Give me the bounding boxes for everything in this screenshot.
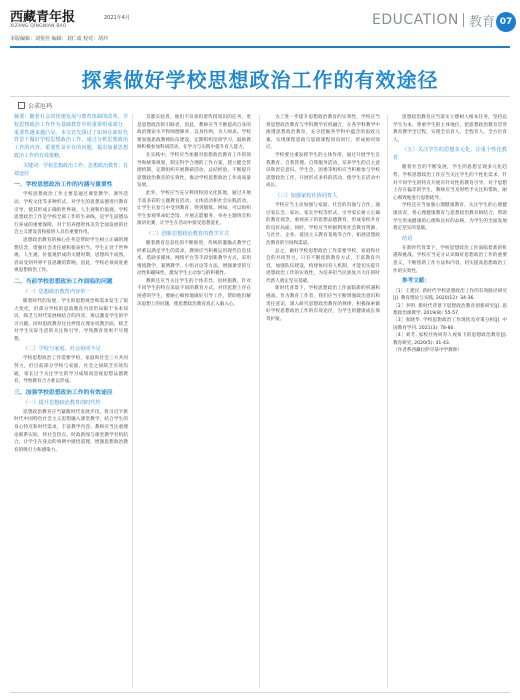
byline [18,101,52,110]
paragraph: 总之，做好学校思想政治工作需要学校、家庭和社会的共同努力。只有不断创新教育方式，丰富教育内容，加强队伍建设，构建协同育人机制，才能切实提升思想政治工作的实效性，为培养担当民族复兴大任的时代新人奠定坚实基础。 [266,248,380,284]
column-2 [137,114,251,308]
paragraph: 首都实验者，他们不仅承担着传授知识的任务，更是思想政治的引路者，因此，教师应当不断提高自身的政治理论水平和师德修养，以身作则，为人师表。学校要加强思政教师队伍建设，定期组织培训学习，鼓励教师积极参加科研活动，在学习与实践中提升育人能力。 [137,115,251,151]
subheading: （三）加强家校社协同育人 [275,192,338,199]
paragraph: 随着社会的不断发展，学生的思想呈现多元化趋势。学校思想政治工作应当关注学生的个性化需求，针对不同学生的特点开展有针对性的教育引导。对于思想上存在偏差的学生，教师应当及时给予关注和帮助，耐心细致地进行思想疏导。 [393,165,507,201]
paragraph: 思想政治教育应当紧跟时代发展步伐，将习近平新时代中国特色社会主义思想融入课堂教学，结合学生的身心特点和时代需求，丰富教学内容。教师应当注重理论联系实际，将社会热点、时政新闻与课堂教学有机结合，让学生在身边的事例中感悟道理，增强思想政治教育的吸引力和感染力。 [14,409,128,453]
masthead-rule [10,46,510,48]
author-affiliation: （作者系西藏拉萨市某中学教师） [393,347,462,353]
author-box-icon [18,102,25,109]
page-bottom-rule [10,692,510,693]
paragraph: 学校应当主动加强与家庭、社会的沟通与合作，通过家长会、家访、家长学校等形式，引导家长树立正确的教育观念，重视孩子的思想品德教育，形成家校共育的良好局面。同时，学校应当积极利用社会教育资源，与社区、企业、爱国主义教育基地等合作，拓展思想政治教育的空间和渠道。 [266,202,380,246]
section-name-en: EDUCATION [372,12,459,28]
paragraph: 在新时代背景下，学校思想政治工作面临着新的机遇和挑战。学校应当充分认识做好思想政治工作的重要意义，不断创新工作方法和内容，切实提高思想政治工作的实效性。 [393,245,507,274]
newspaper-name: 西藏青年报 [10,10,76,25]
paragraph: 新时代背景下，学校思想政治工作面临新的机遇和挑战。作为教育工作者，我们应当不断增强政治意识和责任意识，深入研究思想政治教育的规律，积极探索做好学校思想政治工作的有效途径，为学生的健康成长保驾护航。 [266,286,380,322]
masthead [0,0,520,62]
reference-item: ［1］王建民. 新时代学校思想政治工作的有效路径研究[J]. 教育理论与实践, 2020(12): 34-36. [393,288,507,302]
author-name: 公求厄玛 [28,103,53,110]
reference-item: ［4］刘芳. 家校社协同育人视角下的思想政治教育[J]. 教育研究, 2020(5): 41-43. [393,333,507,346]
reference-item: ［2］李明. 新时代背景下思想政治教育创新研究[J]. 思想政治课教学, 2019(8): 55-57. [393,303,507,316]
column-divider [259,114,260,688]
references-heading: 参考文献： [402,278,430,285]
conclusion-heading: 结语 [402,235,413,242]
column-1 [14,114,128,454]
paragraph: 学校要注重发挥学生的主体作用，通过开展学生自我教育、自我管理、自我服务活动，培养学生的自主意识和责任意识。学生会、团委等组织应当积极参与学校思想政治工作，开展形式多样的活动，使学生在活动中成长。 [266,152,380,189]
paragraph: 学校还应当加强心理健康教育，关注学生的心理健康状况，将心理健康教育与思想政治教育相结合，帮助学生形成健康的心理和良好的品格，为学生的全面发展奠定坚实的基础。 [393,203,507,232]
paragraph: 为了进一步提升思想政治教育的实效性，学校应当将思想政治教育与学科教学有机融合，在各学科教学中渗透思想政治教育，充分挖掘各学科中蕴含的思政元素，实现课程思政与思政课程同向同行，形成协同效应。 [266,115,380,151]
column-divider [132,114,133,688]
column-4 [393,114,507,354]
subheading: （一）思想政治教育内容单一 [23,288,91,295]
subheading: （二）学校与家庭、社会协同不足 [23,346,101,353]
paragraph: 教师还应当关注学生的个体差异，因材施教，针对不同学生的特点采取不同的教育方式。对待思想上存在困惑的学生，要耐心细致地做好引导工作，帮助他们解决思想上的问题，使思想政治教育真正入脑入心。 [137,278,251,307]
issue-date: 2021年4月 [104,15,130,21]
newspaper-pinyin: XIZANG QINGNIAN BAO [10,24,67,29]
keywords: 关键词：学校思想政治工作；思想政治教育；有效途径 [14,162,129,177]
title-rule [10,96,510,97]
subheading: （二）创新思想政治教育的教学方式 [146,230,230,237]
subheading: （五）关注学生的思想多元化，注重个性化教育 [393,147,507,162]
section-divider [463,13,464,27]
page-number-badge: 07 [496,12,516,32]
section-heading-1: 一、学校思想政治工作的内涵与重要性 [14,182,113,189]
section-heading-2: 二、当前学校思想政治工作面临的问题 [14,278,113,285]
paragraph: 思想政治教育的核心任务是帮助学生树立正确的理想信念，增强社会责任感和使命担当。学生正处于世界观、人生观、价值观形成的关键时期，思想尚不成熟，容易受到外界不良思潮的影响，因此，学校必须高度重视思想政治工作。 [14,237,128,274]
column-divider [387,114,388,688]
subheading: （一）提升思想政治教育的时代性 [23,399,101,406]
section-heading-3: 三、加强学校思想政治工作的有效途径 [14,389,113,396]
paragraph: 此外，学校应当充分利用校园文化阵地，通过开展丰富多彩的主题教育活动、文体活动和社会实践活动，让学生在参与中受到教育、得到锻炼。例如，可以组织学生参观革命纪念馆、开展志愿服务、举办主题班会和演讲比赛，让学生在活动中接受思想洗礼。 [137,190,251,227]
paragraph: 随着时代的发展，学生的思想观念和需求发生了很大变化，但部分学校的思政教育内容仍局限于书本知识，缺乏与时代发展相结合的内容，难以激发学生的学习兴趣。同时思政教育往往停留在理论说教层面，缺乏对学生实际生活的关注和引导，导致教育效果不尽理想。 [14,298,128,342]
paragraph: 随着教育信息化的不断推进，传统的灌输式教学已经难以满足学生的需求。教师应当积极运用现代信息技术，借助多媒体、网络平台等手段创新教学方式，采用情境教学、案例教学、小组讨论等方法，增强课堂的互动性和趣味性，激发学生主动参与的积极性。 [137,240,251,277]
article-title: 探索做好学校思想政治工作的有效途径 [81,68,439,92]
editor-credits: 本版编辑：刘悦佳 编辑：刘仁成 校对：胡玲 [10,36,109,42]
paragraph: 学校思想政治工作主要是通过课堂教学、课外活动、学校文化等多种形式，对学生的思想品德进行教育引导，使其形成正确的世界观、人生观和价值观。学校思想政治工作是学校全部工作的生命线，是学生道德品行养成的重要保障，对于培养德智体美劳全面发展的社会主义建设者和接班人具有重要作用。 [14,192,128,236]
reference-item: ［3］张晓华. 学校思想政治工作现状及对策分析[J]. 中国教育学刊, 2021(3): 78-80. [393,318,507,331]
column-3 [266,114,380,323]
paragraph: 学校思想政治工作需要学校、家庭和社会三方共同努力，但目前部分学校与家庭、社会之间缺乏有效沟通，家长过于关注学生的学习成绩而忽视思想品德教育，导致教育合力难以形成。 [14,356,128,385]
section-name-cn: 教育 [469,15,496,30]
paragraph: 在实践中，学校应当加强对思想政治教育工作的领导和统筹规划，制定科学合理的工作方案，建立健全管理机制，定期组织开展教研活动，总结经验，不断提升思想政治教育的实效性，推动学校思想政治工作高质量发展。 [137,152,251,189]
abstract: 摘要：随着社会的快速发展与教育体制的改革，学校思想政治工作作为基础教育中的重要组成部分，重要性越来越凸显。本文首先探讨了如何在新时代背景下做好学校思想政治工作，通过分析思想政治工作的内容、重要性及存在的问题，提出加强思想政治工作的有效策略。 [14,114,128,159]
paragraph: 思想政治教育应当落实立德树人根本任务，坚持以学生为本，尊重学生的主体地位，把思想政治教育贯穿教育教学全过程，实现全员育人、全程育人、全方位育人。 [393,115,507,143]
